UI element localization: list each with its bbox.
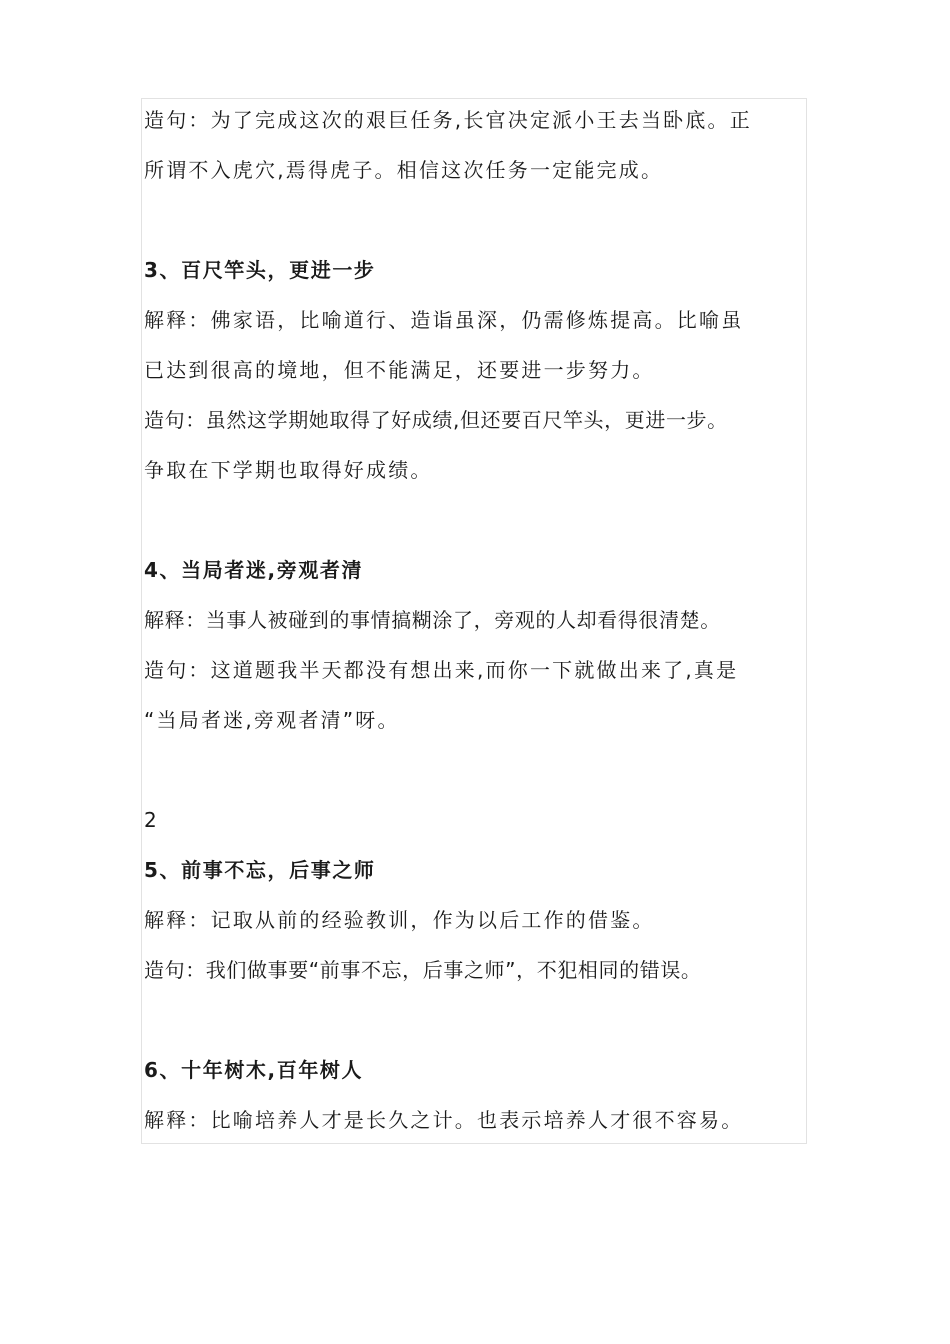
blank-line bbox=[144, 745, 814, 795]
document-body bbox=[144, 95, 814, 1145]
blank-line bbox=[144, 195, 814, 245]
blank-line bbox=[144, 995, 814, 1045]
idiom-heading-3: 3、百尺竿头，更进一步 bbox=[144, 258, 376, 282]
example-sentence-4-line-1: 造句：这道题我半天都没有想出来,而你一下就做出来了,真是 bbox=[144, 658, 739, 682]
example-sentence-3-line-1: 造句：虽然这学期她取得了好成绩,但还要百尺竿头，更进一步。 bbox=[144, 408, 728, 432]
explanation-3-line-2: 已达到很高的境地，但不能满足，还要进一步努力。 bbox=[144, 358, 655, 382]
example-sentence-3-line-2: 争取在下学期也取得好成绩。 bbox=[144, 458, 433, 482]
idiom-heading-5: 5、前事不忘，后事之师 bbox=[144, 858, 376, 882]
blank-line bbox=[144, 495, 814, 545]
example-sentence-2-line-1: 造句：为了完成这次的艰巨任务,长官决定派小王去当卧底。正 bbox=[144, 108, 752, 132]
explanation-3-line-1: 解释：佛家语，比喻道行、造诣虽深，仍需修炼提高。比喻虽 bbox=[144, 308, 744, 332]
idiom-heading-4: 4、当局者迷,旁观者清 bbox=[144, 558, 364, 582]
example-sentence-2-line-2: 所谓不入虎穴,焉得虎子。相信这次任务一定能完成。 bbox=[144, 158, 664, 182]
explanation-5: 解释：记取从前的经验教训，作为以后工作的借鉴。 bbox=[144, 908, 655, 932]
idiom-heading-6: 6、十年树木,百年树人 bbox=[144, 1058, 364, 1082]
explanation-4: 解释：当事人被碰到的事情搞糊涂了，旁观的人却看得很清楚。 bbox=[144, 608, 721, 632]
example-sentence-4-line-2: “当局者迷,旁观者清”呀。 bbox=[144, 708, 400, 732]
page-number: 2 bbox=[144, 808, 159, 832]
explanation-6: 解释：比喻培养人才是长久之计。也表示培养人才很不容易。 bbox=[144, 1108, 744, 1132]
example-sentence-5: 造句：我们做事要“前事不忘，后事之师”，不犯相同的错误。 bbox=[144, 958, 702, 982]
